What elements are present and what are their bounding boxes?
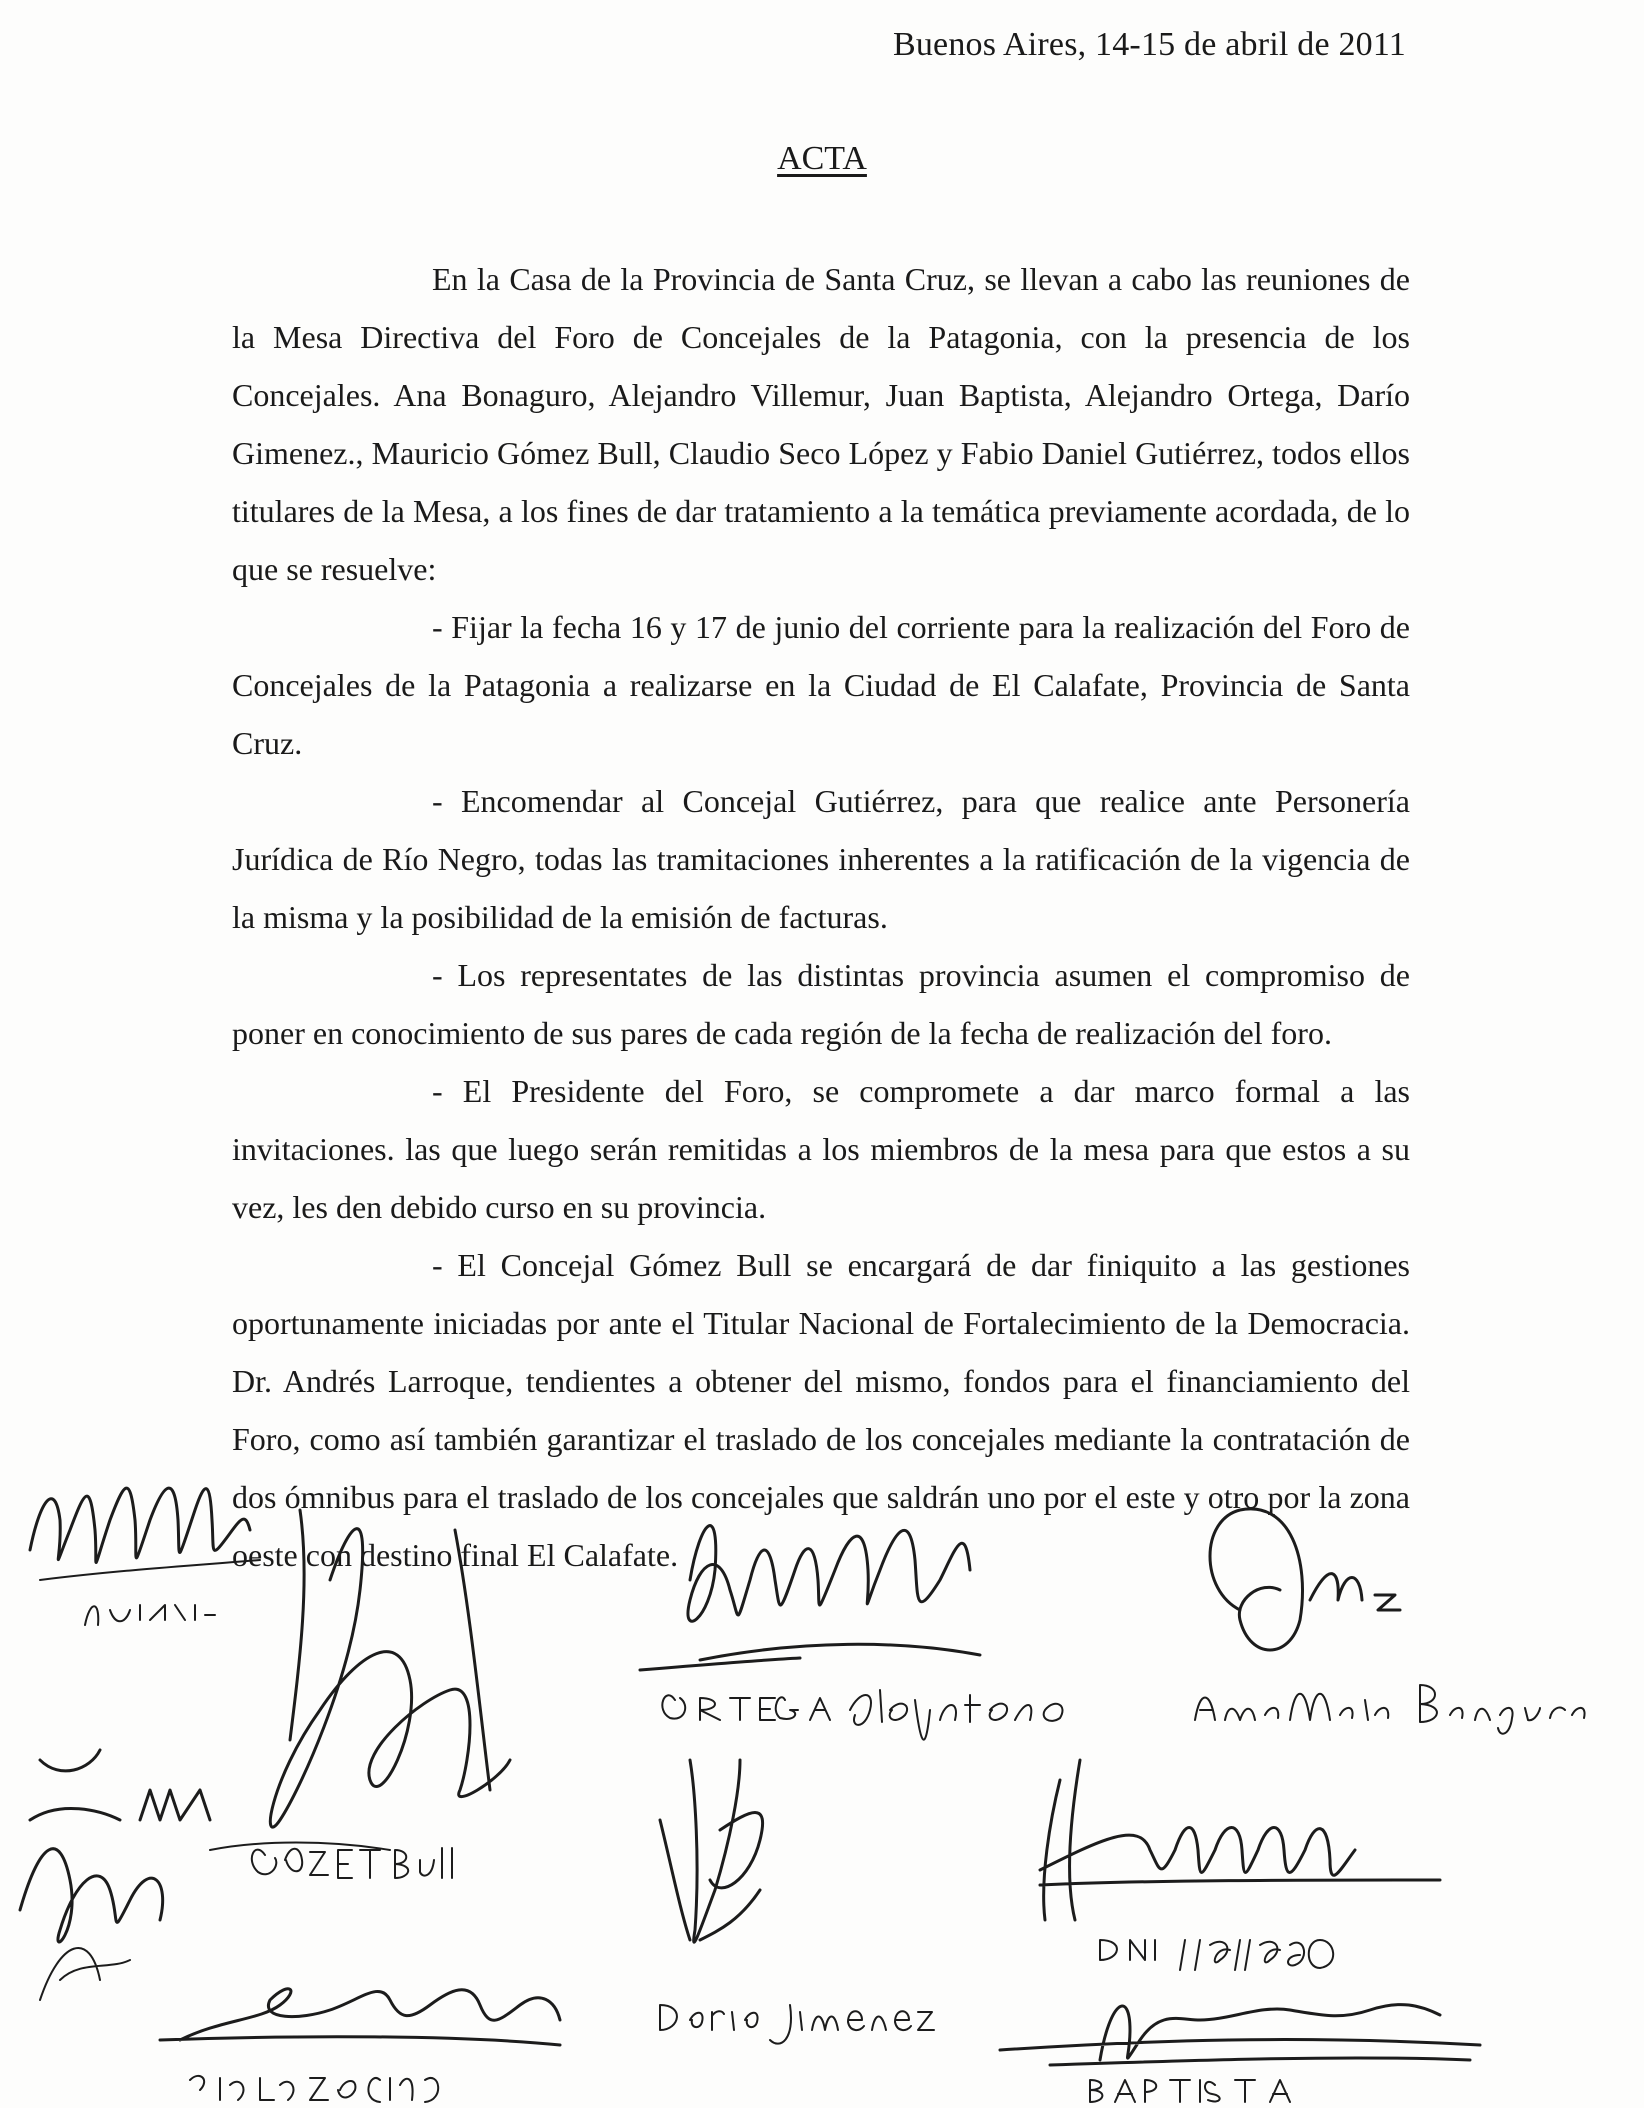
signature-seco-lopez [160,1989,560,2102]
signature-area [0,1460,1644,2108]
resolution-item: - El Presidente del Foro, se compromete a dar marco formal a las invitaciones. las que luego serán remitidas a los miembros de la mesa para que estos a su vez, les den debido curso en su provincia. [232,1073,1410,1225]
document-title: ACTA [777,140,867,177]
signatures-drawing [0,1460,1644,2108]
intro-paragraph: En la Casa de la Provincia de Santa Cruz, se llevan a cabo las reuniones de la Mesa Directiva del Foro de Concejales de la Patagonia, con la presencia de los Concejales. Ana Bonaguro, Alejandro Villemur, Juan Baptista, Alejandro Ortega, Darío Gimenez., Mauricio Gómez Bull, Claudio Seco López y Fabio Daniel Gutiérrez, todos ellos titulares de la Mesa, a los fines de dar tratamiento a la temática previamente acordada, de lo que se resuelve: [232,261,1410,587]
date-line: Buenos Aires, 14-15 de abril de 2011 [892,26,1406,63]
signature-gutierrez [30,1488,260,1625]
signature-seco-lopez-left [20,1750,210,2000]
resolution-item: - Encomendar al Concejal Gutiérrez, para que realice ante Personería Jurídica de Río Negro, todas las tramitaciones inherentes a la ratificación de la vigencia de la misma y la posibilidad de la emisión de facturas. [232,783,1410,935]
signature-bonaguro [1195,1509,1585,1734]
signature-villemur [1040,1760,1440,1970]
signature-gimenez [660,1760,934,2044]
signature-baptista [1000,2005,1480,2102]
resolution-item: - Fijar la fecha 16 y 17 de junio del corriente para la realización del Foro de Concejales de la Patagonia a realizarse en la Ciudad de El Calafate, Provincia de Santa Cruz. [232,609,1410,761]
document-body [232,250,1410,1584]
signature-ortega [640,1526,1062,1740]
resolution-item: - Los representates de las distintas provincia asumen el compromiso de poner en conocimiento de sus pares de cada región de la fecha de realización del foro. [232,957,1410,1051]
resolution-item: - El Concejal Gómez Bull se encargará de dar finiquito a las gestiones oportunamente iniciadas por ante el Titular Nacional de Fortalecimiento de la Democracia. Dr. Andrés Larroque, tendientes a obtener del mismo, fondos para el financiamiento del Foro, como así también garantizar el traslado de los concejales mediante la contratación de dos ómnibus para el traslado de los concejales que saldrán uno por el este y otro por la zona oeste con destino final El Calafate. [232,1247,1410,1573]
signature-gomez-bull [210,1510,510,1878]
